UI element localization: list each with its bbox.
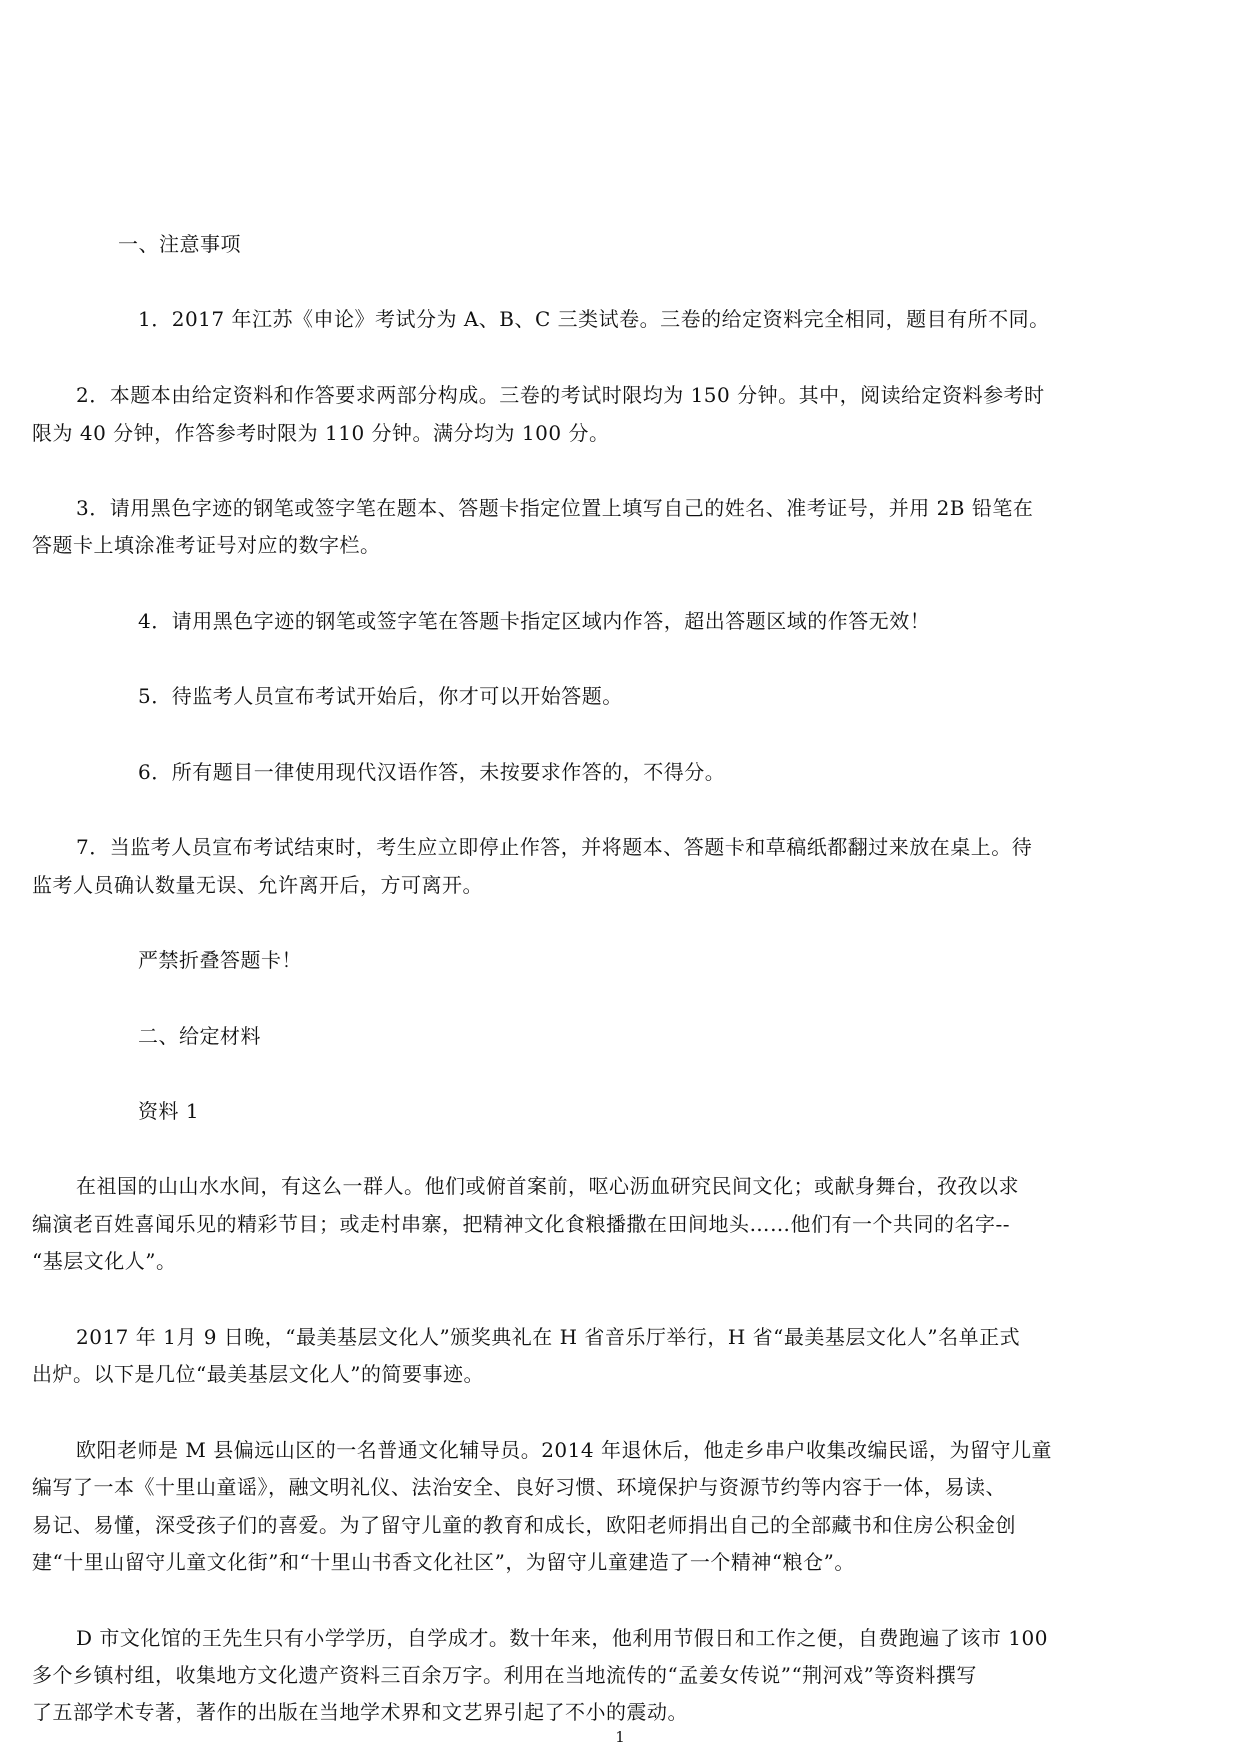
- paragraph-line: 6．所有题目一律使用现代汉语作答，未按要求作答的，不得分。: [138, 760, 726, 784]
- section-heading-materials: 二、给定材料: [138, 1024, 261, 1048]
- paragraph-line: 多个乡镇村组，收集地方文化遗产资料三百余万字。利用在当地流传的“孟姜女传说”“荆河戏”等资料撰写: [32, 1663, 977, 1687]
- paragraph-line: 答题卡上填涂准考证号对应的数字栏。: [32, 533, 381, 557]
- paragraph-line: 编演老百姓喜闻乐见的精彩节目；或走村串寨，把精神文化食粮播撒在田间地头……他们有一个共同的名字--: [32, 1212, 1011, 1236]
- paragraph-line: 3．请用黑色字迹的钢笔或签字笔在题本、答题卡指定位置上填写自己的姓名、准考证号，并用 2B 铅笔在: [76, 496, 1034, 520]
- section-heading-notes: 一、注意事项: [118, 232, 241, 256]
- paragraph-line: 了五部学术专著，著作的出版在当地学术界和文艺界引起了不小的震动。: [32, 1700, 688, 1724]
- paragraph-line: 欧阳老师是 M 县偏远山区的一名普通文化辅导员。2014 年退休后，他走乡串户收集改编民谣，为留守儿童: [76, 1438, 1052, 1462]
- paragraph-line: 7．当监考人员宣布考试结束时，考生应立即停止作答，并将题本、答题卡和草稿纸都翻过来放在桌上。待: [76, 835, 1033, 859]
- paragraph-line: 监考人员确认数量无误、允许离开后，方可离开。: [32, 873, 483, 897]
- paragraph-line: 易记、易懂，深受孩子们的喜爱。为了留守儿童的教育和成长，欧阳老师捐出自己的全部藏书和住房公积金创: [32, 1513, 1016, 1537]
- paragraph-line: D 市文化馆的王先生只有小学学历，自学成才。数十年来，他利用节假日和工作之便，自费跑遍了该市 100: [76, 1626, 1048, 1650]
- material-label: 资料 1: [138, 1099, 200, 1123]
- paragraph-line: 1．2017 年江苏《申论》考试分为 A、B、C 三类试卷。三卷的给定资料完全相同，题目有所不同。: [138, 307, 1050, 331]
- paragraph-line: 编写了一本《十里山童谣》，融文明礼仪、法治安全、良好习惯、环境保护与资源节约等内容于一体，易读、: [32, 1475, 1006, 1499]
- paragraph-line: 4．请用黑色字迹的钢笔或签字笔在答题卡指定区域内作答，超出答题区域的作答无效！: [138, 609, 931, 633]
- paragraph-line: 2．本题本由给定资料和作答要求两部分构成。三卷的考试时限均为 150 分钟。其中，阅读给定资料参考时: [76, 383, 1045, 407]
- paragraph-line: 出炉。以下是几位“最美基层文化人”的简要事迹。: [32, 1362, 484, 1386]
- paragraph-line: 在祖国的山山水水间，有这么一群人。他们或俯首案前，呕心沥血研究民间文化；或献身舞台，孜孜以求: [76, 1174, 1019, 1198]
- paragraph-line: 2017 年 1月 9 日晚，“最美基层文化人”颁奖典礼在 H 省音乐厅举行，H 省“最美基层文化人”名单正式: [76, 1325, 1021, 1349]
- paragraph-line: 5．待监考人员宣布考试开始后，你才可以开始答题。: [138, 684, 623, 708]
- paragraph-line: 建“十里山留守儿童文化街”和“十里山书香文化社区”，为留守儿童建造了一个精神“粮仓”。: [32, 1550, 855, 1574]
- warning-line: 严禁折叠答题卡！: [138, 948, 302, 972]
- paragraph-line: “基层文化人”。: [32, 1249, 177, 1273]
- paragraph-line: 限为 40 分钟，作答参考时限为 110 分钟。满分均为 100 分。: [32, 421, 610, 445]
- page-number: 1: [615, 1728, 625, 1746]
